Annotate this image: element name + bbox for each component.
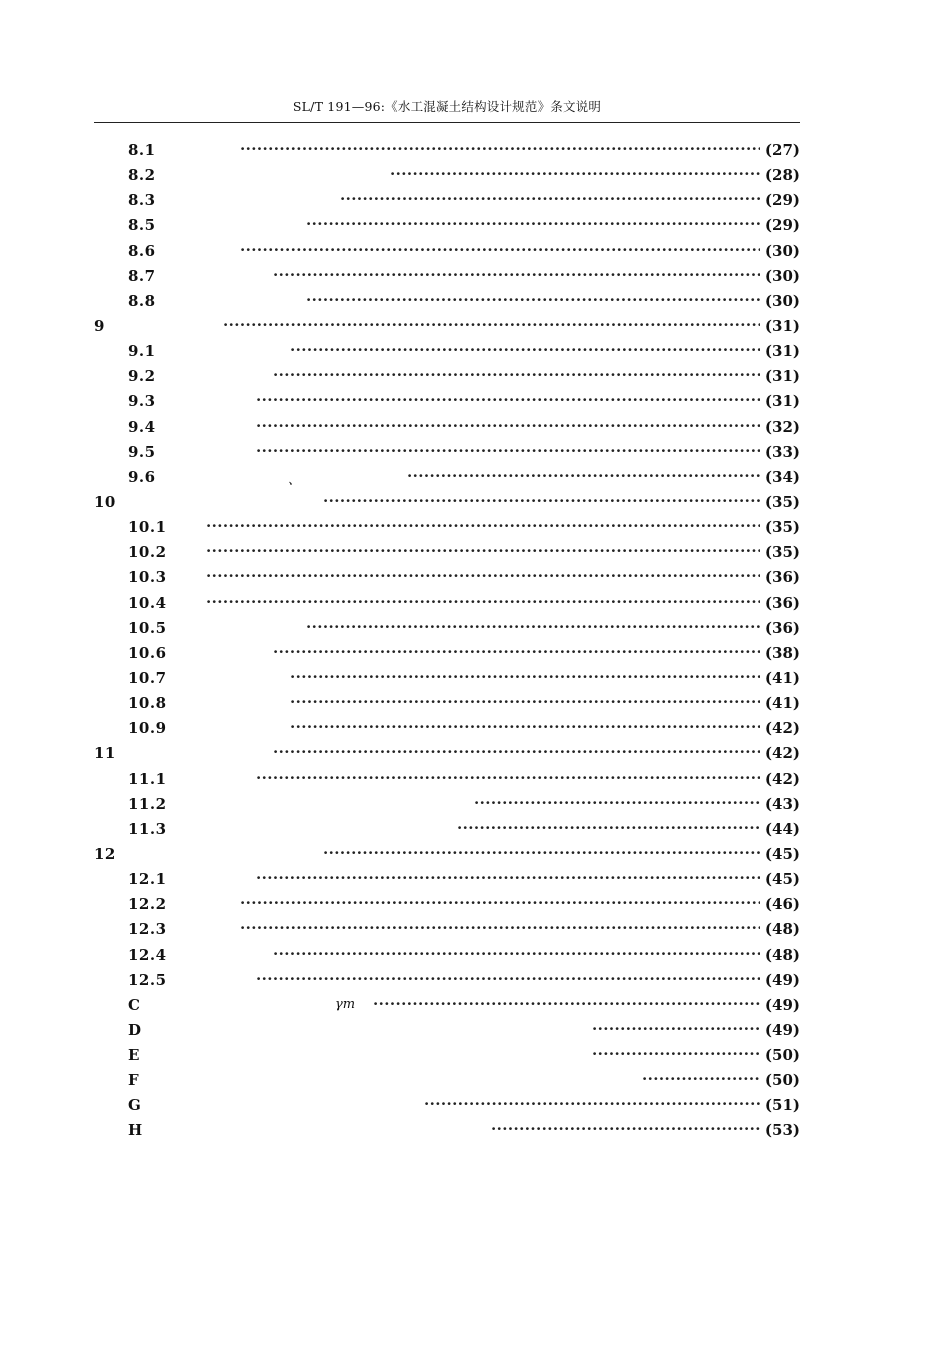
- toc-entry-page-number: (49): [764, 1020, 800, 1039]
- toc-entry[interactable]: [0, 766, 950, 791]
- toc-entry-page-number: (41): [764, 668, 800, 687]
- toc-entry-number: 12.1: [128, 870, 167, 889]
- toc-entry[interactable]: [0, 866, 950, 891]
- dot-leader: [306, 618, 760, 636]
- toc-entry-number: 12.4: [128, 945, 167, 964]
- toc-entry[interactable]: [0, 414, 950, 439]
- dot-leader: [290, 668, 760, 686]
- toc-entry-number: E: [128, 1046, 140, 1065]
- toc-entry-page-number: (30): [764, 291, 800, 310]
- toc-entry[interactable]: [0, 514, 950, 539]
- toc-entry[interactable]: [0, 665, 950, 690]
- dot-leader: [457, 819, 760, 837]
- toc-entry[interactable]: [0, 816, 950, 841]
- toc-entry-number: 10.8: [128, 694, 167, 713]
- dot-leader: [240, 140, 760, 158]
- toc-entry-number: 10.7: [128, 668, 167, 687]
- toc-entry[interactable]: [0, 967, 950, 992]
- dot-leader: [290, 693, 760, 711]
- toc-entry-page-number: (35): [764, 518, 800, 537]
- toc-entry[interactable]: [0, 841, 950, 866]
- toc-entry-inline-text: 、: [288, 472, 302, 488]
- toc-entry-page-number: (28): [764, 166, 800, 185]
- toc-entry[interactable]: [0, 489, 950, 514]
- toc-entry-number: 8.1: [128, 141, 156, 159]
- toc-entry-number: 12.5: [128, 970, 167, 989]
- toc-entry-page-number: (50): [764, 1046, 800, 1065]
- toc-entry-page-number: (36): [764, 568, 800, 587]
- toc-entry-page-number: (31): [764, 342, 800, 361]
- toc-entry-page-number: (33): [764, 442, 800, 461]
- toc-entry-page-number: (30): [764, 266, 800, 285]
- dot-leader: [323, 492, 760, 510]
- dot-leader: [240, 919, 760, 937]
- dot-leader: [206, 593, 760, 611]
- toc-entry-number: 10.9: [128, 719, 167, 738]
- toc-entry-page-number: (41): [764, 694, 800, 713]
- toc-entry-number: 12.3: [128, 920, 167, 939]
- toc-entry[interactable]: [0, 263, 950, 288]
- page-header-title: SL/T 191—96:《水工混凝土结构设计规范》条文说明: [292, 99, 602, 114]
- dot-leader: [256, 869, 760, 887]
- toc-entry[interactable]: [0, 338, 950, 363]
- toc-entry[interactable]: [0, 388, 950, 413]
- dot-leader: [424, 1095, 760, 1113]
- toc-entry-page-number: (49): [764, 995, 800, 1014]
- toc-entry-page-number: (30): [764, 241, 800, 260]
- toc-entry[interactable]: [0, 791, 950, 816]
- toc-entry-number: 9.5: [128, 442, 156, 461]
- toc-entry-number: 11.1: [128, 769, 167, 788]
- dot-leader: [373, 995, 760, 1013]
- toc-entry-page-number: (46): [764, 895, 800, 914]
- toc-entry-number: F: [128, 1071, 140, 1090]
- toc-entry-number: 8.6: [128, 241, 156, 260]
- toc-entry-number: 10.2: [128, 543, 167, 562]
- toc-entry[interactable]: [0, 690, 950, 715]
- toc-entry[interactable]: [0, 363, 950, 388]
- dot-leader: [323, 844, 760, 862]
- dot-leader: [256, 417, 760, 435]
- toc-entry-number: 8.7: [128, 266, 156, 285]
- toc-entry[interactable]: [0, 1117, 950, 1142]
- dot-leader: [340, 190, 760, 208]
- dot-leader: [306, 291, 760, 309]
- toc-entry[interactable]: [0, 464, 950, 489]
- toc-entry-page-number: (49): [764, 970, 800, 989]
- toc-entry-page-number: (35): [764, 543, 800, 562]
- dot-leader: [273, 266, 760, 284]
- toc-entry-number: 10.1: [128, 518, 167, 537]
- toc-entry[interactable]: [0, 590, 950, 615]
- toc-entry-inline-text: γm: [335, 996, 356, 1012]
- toc-entry[interactable]: [0, 640, 950, 665]
- dot-leader: [592, 1045, 760, 1063]
- toc-entry[interactable]: [0, 1092, 950, 1117]
- dot-leader: [273, 643, 760, 661]
- toc-entry[interactable]: [0, 1067, 950, 1092]
- toc-entry-number: 12: [94, 844, 116, 863]
- toc-entry-number: 10: [94, 492, 116, 511]
- toc-entry-page-number: (51): [764, 1096, 800, 1115]
- toc-entry-number: 9.6: [128, 467, 156, 486]
- toc-entry-page-number: (42): [764, 744, 800, 763]
- dot-leader: [256, 391, 760, 409]
- dot-leader: [240, 894, 760, 912]
- toc-entry[interactable]: [0, 539, 950, 564]
- toc-entry[interactable]: [0, 162, 950, 187]
- toc-entry-page-number: (34): [764, 467, 800, 486]
- toc-entry[interactable]: [0, 288, 950, 313]
- dot-leader: [206, 517, 760, 535]
- toc-entry[interactable]: [0, 715, 950, 740]
- toc-entry-page-number: (45): [764, 870, 800, 889]
- toc-entry-number: 10.4: [128, 593, 167, 612]
- toc-entry[interactable]: [0, 313, 950, 338]
- dot-leader: [407, 467, 760, 485]
- dot-leader: [256, 970, 760, 988]
- toc-entry-number: 8.3: [128, 191, 156, 210]
- toc-entry-page-number: (38): [764, 643, 800, 662]
- dot-leader: [642, 1070, 760, 1088]
- toc-entry-number: 11: [94, 744, 116, 763]
- dot-leader: [256, 769, 760, 787]
- toc-entry[interactable]: [0, 564, 950, 589]
- toc-entry-page-number: (45): [764, 844, 800, 863]
- toc-entry-page-number: (31): [764, 316, 800, 335]
- toc-entry-number: C: [128, 995, 141, 1014]
- toc-entry-page-number: (36): [764, 593, 800, 612]
- toc-entry-number: 9.2: [128, 367, 156, 386]
- dot-leader: [273, 743, 760, 761]
- toc-entry-number: 10.6: [128, 643, 167, 662]
- toc-entry-page-number: (43): [764, 794, 800, 813]
- dot-leader: [592, 1020, 760, 1038]
- dot-leader: [256, 442, 760, 460]
- toc-entry-page-number: (44): [764, 819, 800, 838]
- table-of-contents: [0, 137, 950, 1143]
- toc-entry[interactable]: [0, 1042, 950, 1067]
- toc-entry-number: 8.5: [128, 216, 156, 235]
- dot-leader: [223, 316, 760, 334]
- toc-entry[interactable]: [0, 891, 950, 916]
- toc-entry[interactable]: [0, 615, 950, 640]
- toc-entry-number: 9.4: [128, 417, 156, 436]
- toc-entry-number: 9: [94, 316, 105, 335]
- toc-entry[interactable]: [0, 942, 950, 967]
- toc-entry-page-number: (31): [764, 392, 800, 411]
- toc-entry-page-number: (42): [764, 719, 800, 738]
- dot-leader: [290, 341, 760, 359]
- toc-entry-page-number: (48): [764, 945, 800, 964]
- toc-entry-number: 9.3: [128, 392, 156, 411]
- toc-entry-page-number: (32): [764, 417, 800, 436]
- toc-entry-number: 11.3: [128, 819, 167, 838]
- toc-entry[interactable]: [0, 187, 950, 212]
- dot-leader: [474, 794, 760, 812]
- toc-entry-number: G: [128, 1096, 142, 1115]
- toc-entry-page-number: (42): [764, 769, 800, 788]
- toc-entry-number: D: [128, 1020, 142, 1039]
- toc-entry-number: 11.2: [128, 794, 167, 813]
- toc-entry[interactable]: [0, 238, 950, 263]
- dot-leader: [290, 718, 760, 736]
- dot-leader: [206, 567, 760, 585]
- dot-leader: [240, 241, 760, 259]
- toc-entry-page-number: (50): [764, 1071, 800, 1090]
- dot-leader: [306, 215, 760, 233]
- toc-entry[interactable]: [0, 740, 950, 765]
- toc-entry-number: 8.2: [128, 166, 156, 185]
- toc-entry-page-number: (31): [764, 367, 800, 386]
- dot-leader: [491, 1120, 760, 1138]
- dot-leader: [273, 945, 760, 963]
- header-rule: [94, 122, 800, 123]
- toc-entry-page-number: (29): [764, 191, 800, 210]
- toc-entry-page-number: (48): [764, 920, 800, 939]
- dot-leader: [273, 366, 760, 384]
- toc-entry-page-number: (35): [764, 492, 800, 511]
- toc-entry[interactable]: [0, 212, 950, 237]
- toc-entry-page-number: (53): [764, 1121, 800, 1140]
- toc-entry-number: 9.1: [128, 342, 156, 361]
- toc-entry[interactable]: [0, 137, 950, 162]
- toc-entry[interactable]: [0, 439, 950, 464]
- toc-entry[interactable]: [0, 1017, 950, 1042]
- toc-entry-number: 10.5: [128, 618, 167, 637]
- toc-entry-page-number: (36): [764, 618, 800, 637]
- dot-leader: [206, 542, 760, 560]
- toc-entry-number: 8.8: [128, 291, 156, 310]
- toc-entry-number: 10.3: [128, 568, 167, 587]
- toc-entry[interactable]: [0, 992, 950, 1017]
- toc-entry-page-number: (29): [764, 216, 800, 235]
- toc-entry-page-number: (27): [764, 141, 800, 159]
- toc-entry-number: H: [128, 1121, 143, 1140]
- toc-entry-number: 12.2: [128, 895, 167, 914]
- dot-leader: [390, 165, 760, 183]
- toc-entry[interactable]: [0, 916, 950, 941]
